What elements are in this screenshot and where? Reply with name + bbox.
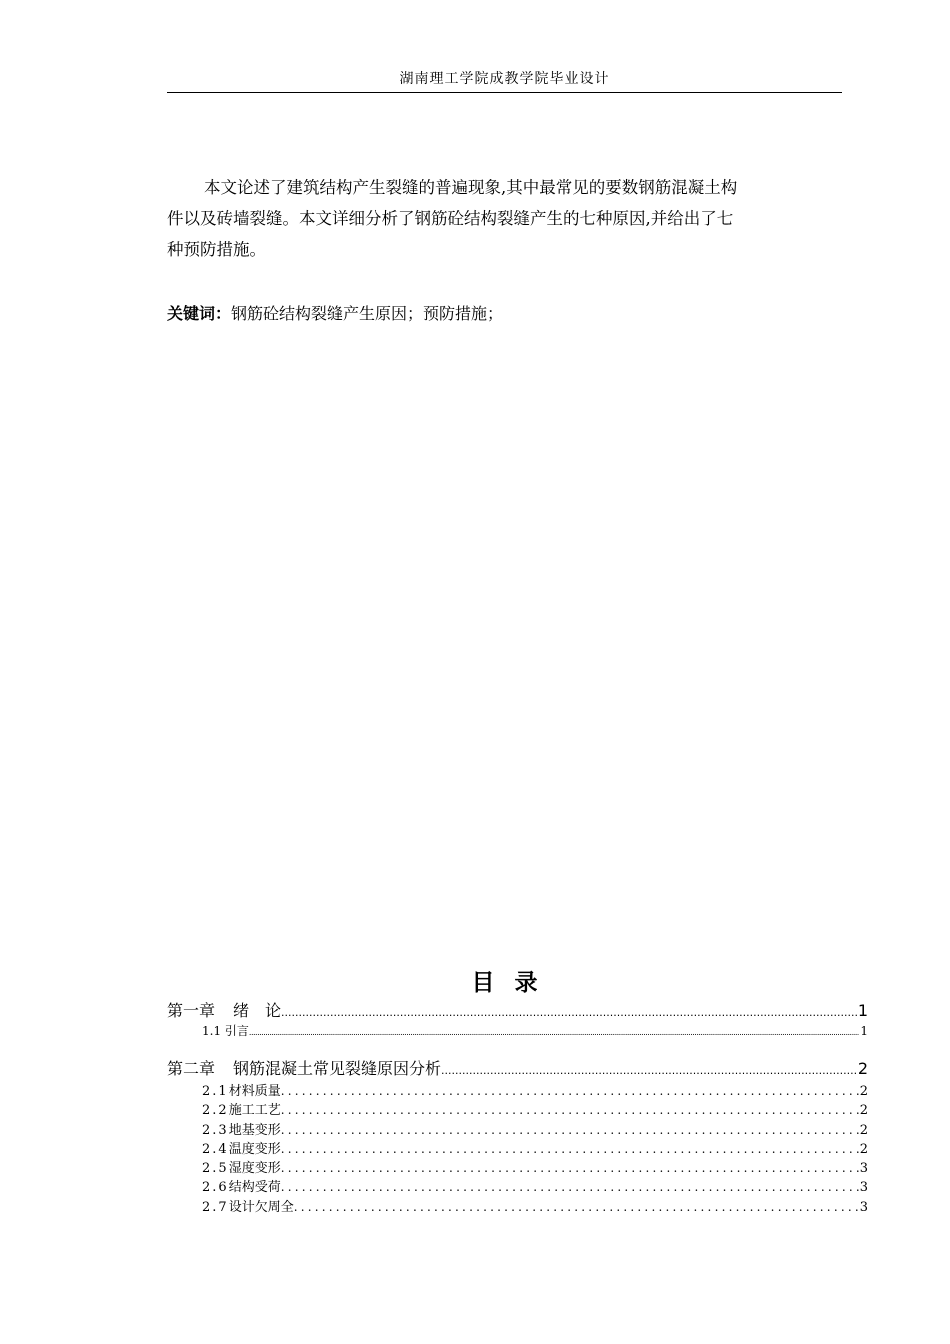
toc-section-label: 温度变形 [228,1141,281,1157]
toc-section-number: 2.6 [202,1180,229,1196]
toc-page-number: 2 [859,1141,868,1157]
toc-chapter-label: 绪 论 [233,1001,282,1020]
toc-leader [281,1161,859,1176]
toc-leader [294,1200,859,1215]
toc-section-2-1[interactable] [167,1080,868,1099]
toc-section-2-6[interactable] [167,1176,868,1195]
toc-page-number: 2 [859,1084,868,1099]
toc-section-number: 2.3 [202,1122,229,1138]
toc-leader [249,1024,859,1038]
toc-page-number: 1 [857,1001,868,1020]
toc-chapter-number: 第二章 [167,1059,216,1078]
toc-section-label: 地基变形 [228,1122,281,1138]
toc-leader [281,1123,859,1138]
toc-section-number: 2.4 [202,1141,229,1157]
keywords-label: 关键词： [167,304,232,323]
abstract-paragraph [167,172,842,265]
toc-section-label: 湿度变形 [228,1161,281,1177]
table-of-contents [167,998,868,1215]
toc-page-number: 3 [859,1199,868,1215]
toc-chapter-2[interactable] [167,1056,868,1080]
toc-section-label: 设计欠周全 [228,1199,294,1215]
toc-section-number: 2.7 [202,1199,229,1215]
abstract-line: 种预防措施。 [167,240,266,259]
toc-section-number: 2.2 [202,1103,229,1119]
toc-page-number: 3 [859,1180,868,1196]
toc-leader [441,1059,857,1078]
toc-section-2-7[interactable] [167,1196,868,1215]
toc-section-label: 结构受荷 [228,1180,281,1196]
toc-section-2-5[interactable] [167,1157,868,1176]
toc-leader [281,1180,859,1195]
toc-leader [281,1001,857,1020]
toc-section-label: 材料质量 [228,1084,281,1099]
abstract-line: 本文论述了建筑结构产生裂缝的普遍现象,其中最常见的要数钢筋混凝土构 [204,178,738,197]
toc-section-number: 2.5 [202,1161,229,1177]
toc-section-2-3[interactable] [167,1119,868,1138]
toc-leader [281,1084,859,1099]
toc-page-number: 3 [859,1161,868,1177]
toc-leader [281,1103,859,1118]
keywords-text: 钢筋砼结构裂缝产生原因；预防措施； [231,304,504,323]
page-header: 湖南理工学院成教学院毕业设计 [167,68,842,93]
toc-page-number: 2 [857,1059,868,1078]
toc-section-label: 1.1 引言 [202,1024,249,1038]
toc-chapter-number: 第一章 [167,1001,216,1020]
toc-section-label: 施工工艺 [228,1103,281,1119]
toc-page-number: 2 [859,1122,868,1138]
keywords [167,301,842,327]
toc-title: 目录 [471,970,558,996]
toc-chapter-label: 钢筋混凝土常见裂缝原因分析 [233,1059,442,1078]
toc-leader [281,1142,859,1157]
abstract-line: 件以及砖墙裂缝。本文详细分析了钢筋砼结构裂缝产生的七种原因,并给出了七 [167,209,734,228]
toc-chapter-1[interactable] [167,998,868,1022]
toc-page-number: 2 [859,1103,868,1119]
toc-section-2-2[interactable] [167,1099,868,1118]
toc-section-1-1[interactable] [167,1022,868,1040]
toc-page-number: 1 [860,1024,868,1038]
toc-section-number: 2.1 [202,1084,229,1099]
toc-section-2-4[interactable] [167,1138,868,1157]
